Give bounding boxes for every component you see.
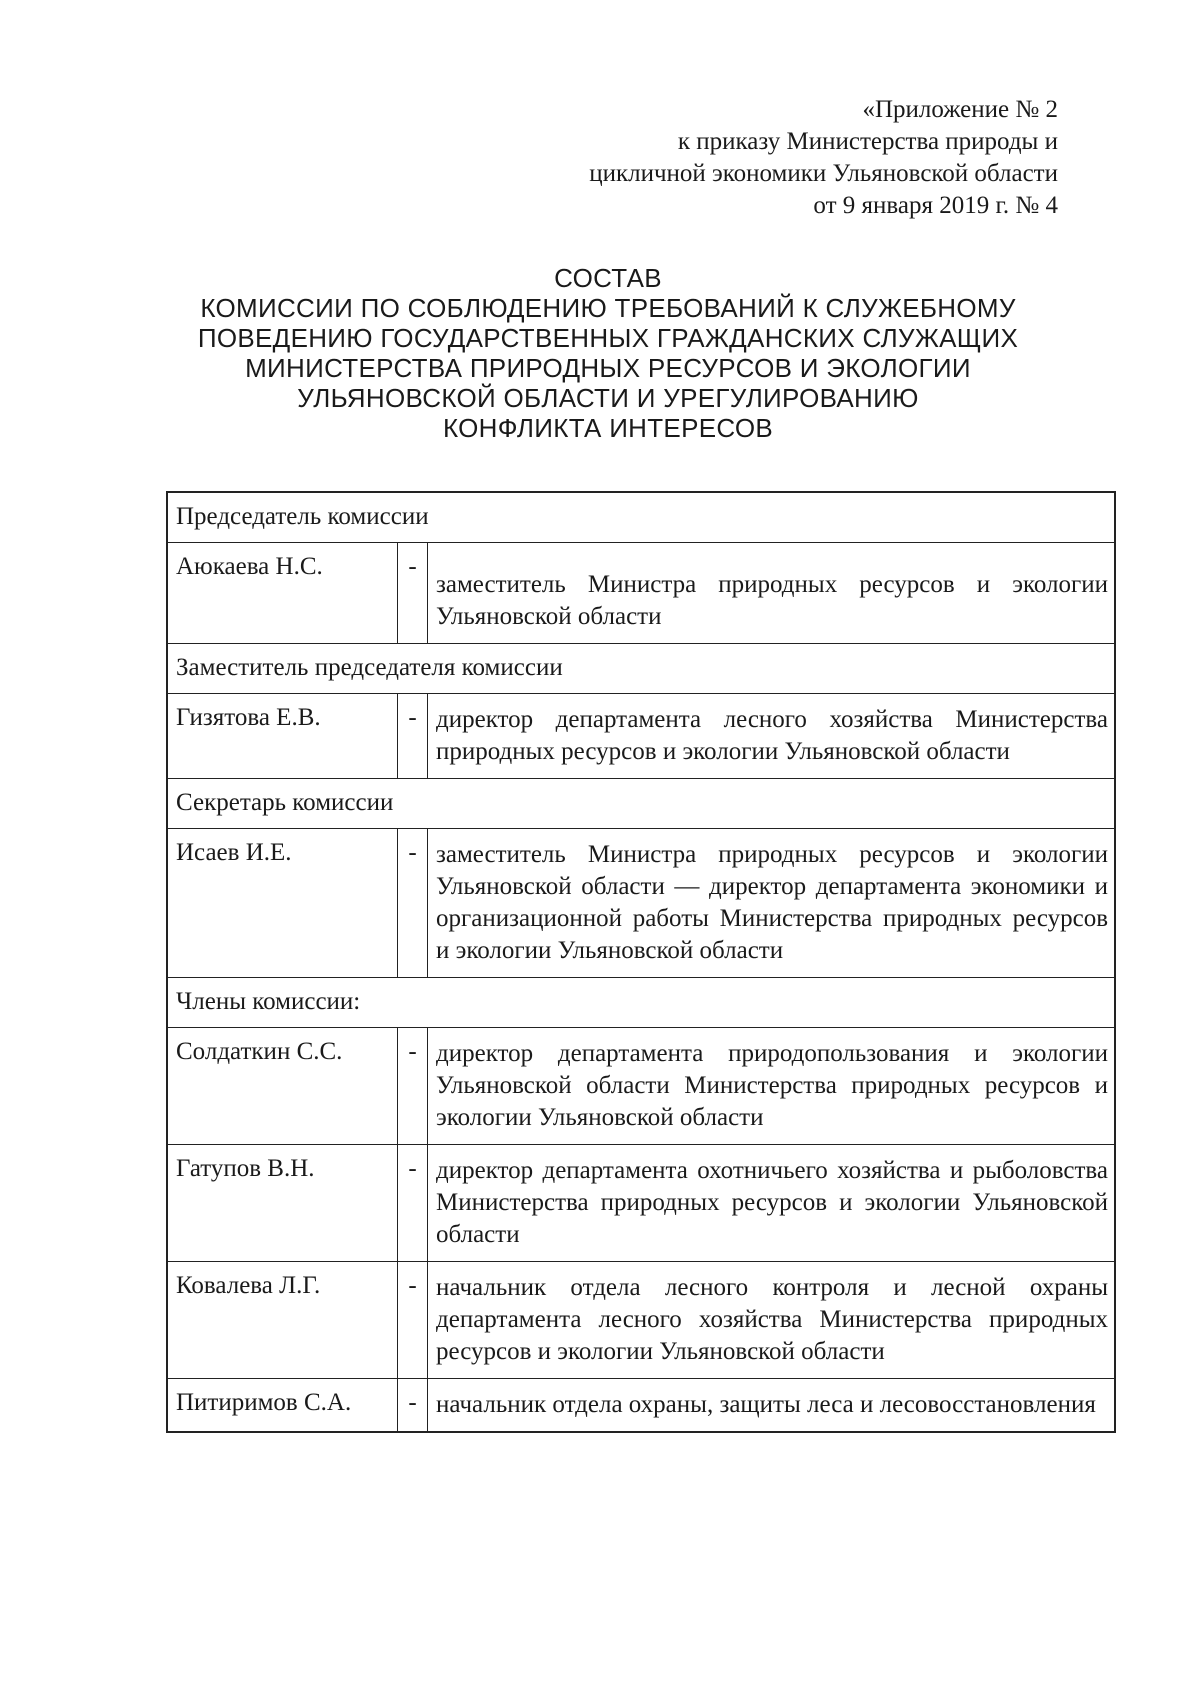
member-role: начальник отдела охраны, защиты леса и лесовосстановления — [436, 1391, 1096, 1418]
member-name: Аюкаева Н.С. — [168, 543, 398, 643]
section-heading-members: Члены комиссии: — [168, 978, 1114, 1028]
title-line: ПОВЕДЕНИЮ ГОСУДАРСТВЕННЫХ ГРАЖДАНСКИХ СЛУЖАЩИХ — [197, 323, 1019, 353]
document-title — [150, 263, 1066, 443]
member-dash: - — [398, 1028, 428, 1144]
appendix-line: от 9 января 2019 г. № 4 — [813, 192, 1058, 219]
appendix-line: к приказу Министерства природы и — [677, 128, 1058, 155]
member-name: Солдаткин С.С. — [168, 1028, 398, 1144]
member-dash: - — [398, 829, 428, 977]
appendix-line: «Приложение № 2 — [862, 96, 1058, 123]
section-heading-chairman: Председатель комиссии — [168, 493, 1114, 543]
title-line: КОМИССИИ ПО СОБЛЮДЕНИЮ ТРЕБОВАНИЙ К СЛУЖЕБНОМУ — [200, 293, 1016, 323]
section-heading-secretary: Секретарь комиссии — [168, 779, 1114, 829]
member-row — [168, 1262, 1114, 1379]
title-line: УЛЬЯНОВСКОЙ ОБЛАСТИ И УРЕГУЛИРОВАНИЮ — [297, 383, 919, 413]
member-dash: - — [398, 543, 428, 643]
member-dash: - — [398, 1145, 428, 1261]
member-name: Гизятова Е.В. — [168, 694, 398, 778]
title-line: СОСТАВ — [554, 263, 662, 293]
member-name: Гатупов В.Н. — [168, 1145, 398, 1261]
member-row — [168, 1028, 1114, 1145]
title-line: МИНИСТЕРСТВА ПРИРОДНЫХ РЕСУРСОВ И ЭКОЛОГИИ — [245, 353, 971, 383]
member-dash: - — [398, 1379, 428, 1431]
member-role: директор департамента природопользования и экологии Ульяновской области Министерства природных ресурсов и экологии Ульяновской области — [436, 1040, 1108, 1131]
member-role: начальник отдела лесного контроля и лесной охраны департамента лесного хозяйства Министерства природных ресурсов и экологии Ульяновской области — [436, 1274, 1108, 1365]
member-name: Питиримов С.А. — [168, 1379, 398, 1431]
member-row — [168, 694, 1114, 779]
member-role: заместитель Министра природных ресурсов и экологии Ульяновской области — [436, 571, 1108, 630]
section-heading-deputy: Заместитель председателя комиссии — [168, 644, 1114, 694]
appendix-header — [589, 94, 1058, 222]
member-dash: - — [398, 694, 428, 778]
member-row — [168, 1145, 1114, 1262]
commission-table — [166, 491, 1116, 1433]
member-role: директор департамента охотничьего хозяйства и рыболовства Министерства природных ресурсов и экологии Ульяновской области — [436, 1157, 1108, 1248]
member-row — [168, 1379, 1114, 1431]
member-row — [168, 543, 1114, 644]
member-dash: - — [398, 1262, 428, 1378]
title-line: КОНФЛИКТА ИНТЕРЕСОВ — [442, 413, 774, 443]
member-role: директор департамента лесного хозяйства Министерства природных ресурсов и экологии Ульяновской области — [436, 706, 1108, 765]
member-name: Исаев И.Е. — [168, 829, 398, 977]
member-role: заместитель Министра природных ресурсов и экологии Ульяновской области — директор департамента экономики и организационной работы Министерства природных ресурсов и экологии Ульяновской области — [436, 841, 1108, 964]
member-name: Ковалева Л.Г. — [168, 1262, 398, 1378]
appendix-line: цикличной экономики Ульяновской области — [589, 160, 1058, 187]
member-row — [168, 829, 1114, 978]
